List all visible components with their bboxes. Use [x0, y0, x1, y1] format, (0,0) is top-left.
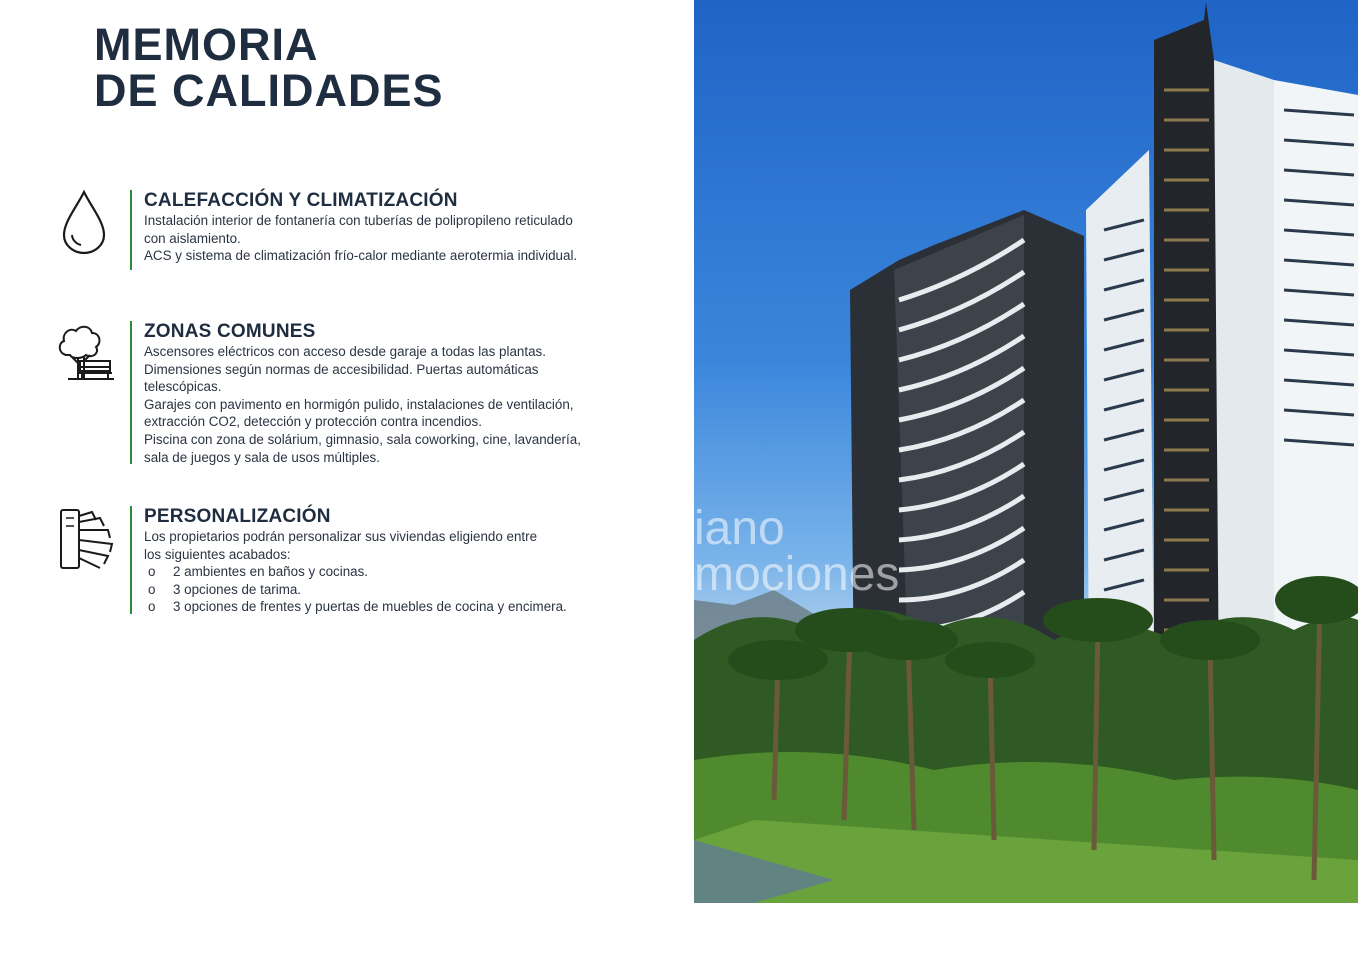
section-text: Dimensiones según normas de accesibilidad. Puertas automáticas	[144, 361, 539, 377]
list-bullet: o	[148, 599, 156, 615]
list-item	[144, 563, 646, 581]
section-text: sala de juegos y sala de usos múltiples.	[144, 449, 380, 465]
tree-bench-icon	[56, 323, 116, 387]
list-bullet: o	[148, 564, 156, 580]
section-personalizacion	[56, 506, 646, 614]
section-heading: CALEFACCIÓN Y CLIMATIZACIÓN	[144, 190, 458, 211]
section-text: ACS y sistema de climatización frío-calor mediante aerotermia individual.	[144, 248, 578, 264]
section-text: extracción CO2, detección y protección contra incendios.	[144, 414, 482, 430]
watermark-line-2: mociones	[694, 548, 900, 601]
building-render-photo	[694, 0, 1358, 903]
water-drop-icon	[56, 190, 116, 254]
section-calefaccion	[56, 190, 646, 270]
section-text: Ascensores eléctricos con acceso desde garaje a todas las plantas.	[144, 344, 546, 359]
accent-bar	[130, 321, 132, 464]
section-zonas-comunes	[56, 321, 646, 464]
watermark-line-1: iano	[694, 502, 785, 555]
list-item	[144, 581, 646, 599]
list-item-text: 3 opciones de tarima.	[173, 581, 302, 597]
accent-bar	[130, 506, 132, 614]
section-text: Los propietarios podrán personalizar sus viviendas eligiendo entre	[144, 529, 538, 544]
page-title	[94, 19, 444, 116]
title-line-2: DE CALIDADES	[94, 65, 444, 116]
section-heading: ZONAS COMUNES	[144, 321, 316, 342]
section-text: Piscina con zona de solárium, gimnasio, sala coworking, cine, lavandería,	[144, 431, 581, 447]
section-text: los siguientes acabados:	[144, 546, 291, 562]
list-item-text: 3 opciones de frentes y puertas de muebles de cocina y encimera.	[173, 599, 567, 615]
accent-bar	[130, 190, 132, 270]
photo-watermark	[694, 502, 900, 601]
list-item-text: 2 ambientes en baños y cocinas.	[173, 564, 369, 580]
section-text: con aislamiento.	[144, 230, 241, 246]
section-text: Garajes con pavimento en hormigón pulido, instalaciones de ventilación,	[144, 396, 574, 412]
list-bullet: o	[148, 581, 156, 597]
list-item	[144, 598, 646, 616]
section-text: telescópicas.	[144, 379, 222, 395]
finishes-list	[144, 563, 646, 616]
title-line-1: MEMORIA	[94, 19, 319, 70]
color-swatch-icon	[56, 506, 116, 570]
section-text: Instalación interior de fontanería con tuberías de polipropileno reticulado	[144, 213, 573, 228]
section-heading: PERSONALIZACIÓN	[144, 506, 331, 527]
